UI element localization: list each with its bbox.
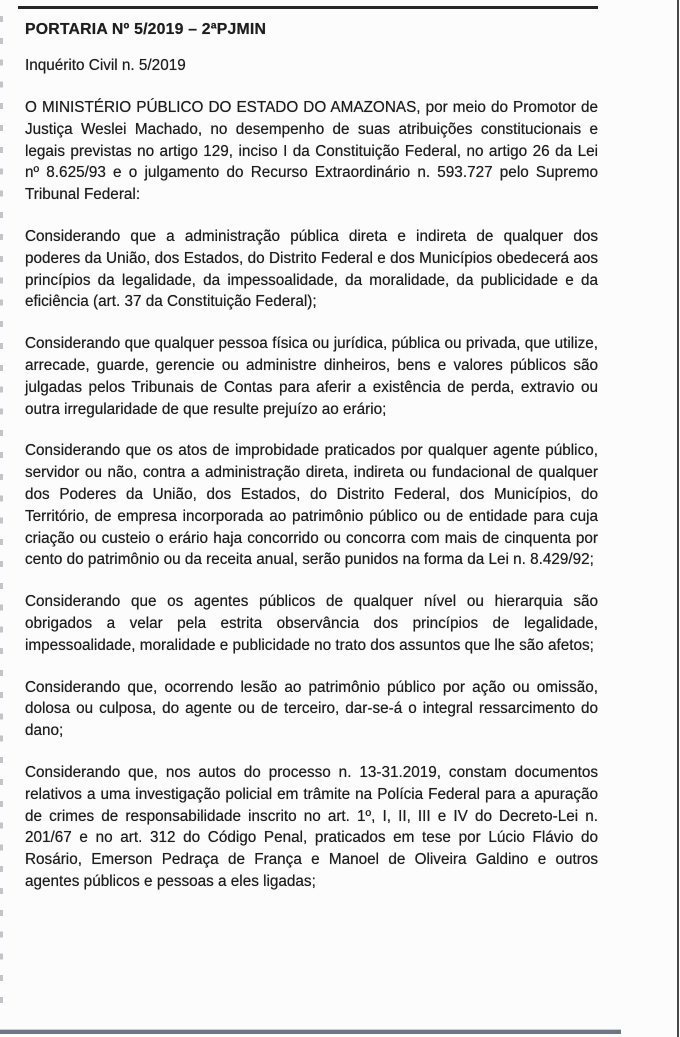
body-paragraph: Considerando que qualquer pessoa física ou jurídica, pública ou privada, que utilize, arrecade, guarde, gerencie ou administre dinheiros, bens e valores públicos são julgadas pelos Tribunais de Contas para aferir a existência de perda, extravio ou outra irregularidade de que resulte prejuízo ao erário; xyxy=(25,335,598,418)
body-paragraph: Considerando que a administração pública direta e indireta de qualquer dos poderes da União, dos Estados, do Distrito Federal e dos Municípios obedecerá aos princípios da legalidade, da impessoalidade, da moralidade, da publicidade e da eficiência (art. 37 da Constituição Federal); xyxy=(25,227,598,311)
title-top-rule xyxy=(18,6,598,9)
body-paragraph: Considerando que, ocorrendo lesão ao patrimônio público por ação ou omissão, dolosa ou culposa, do agente ou de terceiro, dar-se-á o integral ressarcimento do dano; xyxy=(25,678,598,740)
document-content xyxy=(25,0,598,893)
body-paragraph: Considerando que os atos de improbidade praticados por qualquer agente público, servidor ou não, contra a administração direta, indireta ou fundacional de qualquer dos Poderes da União, dos Estados, do Distrito Federal, dos Municípios, do Território, de empresa incorporada ao patrimônio público ou de entidade para cuja criação ou custeio o erário haja concorrido ou concorra com mais de cinquenta por cento do patrimônio ou da receita anual, serão punidos na forma da Lei n. 8.429/92; xyxy=(25,442,598,569)
left-edge-scan-artifacts xyxy=(0,16,3,1007)
page-right-border xyxy=(677,0,679,1037)
body-paragraph: O MINISTÉRIO PÚBLICO DO ESTADO DO AMAZONAS, por meio do Promotor de Justiça Weslei Machado, no desempenho de suas atribuições constitucionais e legais previstas no artigo 129, inciso I da Constituição Federal, no artigo 26 da Lei nº 8.625/93 e o julgamento do Recurso Extraordinário n. 593.727 pelo Supremo Tribunal Federal: xyxy=(25,99,598,204)
body-paragraph: Considerando que, nos autos do processo n. 13-31.2019, constam documentos relativos a uma investigação policial em trâmite na Polícia Federal para a apuração de crimes de responsabilidade inscrito no art. 1º, I, II, III e IV do Decreto-Lei n. 201/67 e no art. 312 do Código Penal, praticados em tese por Lúcio Flávio do Rosário, Emerson Pedraça de França e Manoel de Oliveira Galdino e outros agentes públicos e pessoas a eles ligadas; xyxy=(25,763,598,890)
body-paragraph: Considerando que os agentes públicos de qualquer nível ou hierarquia são obrigados a velar pela estrita observância dos princípios de legalidade, impessoalidade, moralidade e publicidade no trato dos assuntos que lhe são afetos; xyxy=(25,593,598,654)
bottom-divider-bar xyxy=(0,1030,621,1034)
case-number: Inquérito Civil n. 5/2019 xyxy=(25,57,186,74)
document-title: PORTARIA Nº 5/2019 – 2ªPJMIN xyxy=(25,21,267,38)
document-body xyxy=(25,97,598,893)
